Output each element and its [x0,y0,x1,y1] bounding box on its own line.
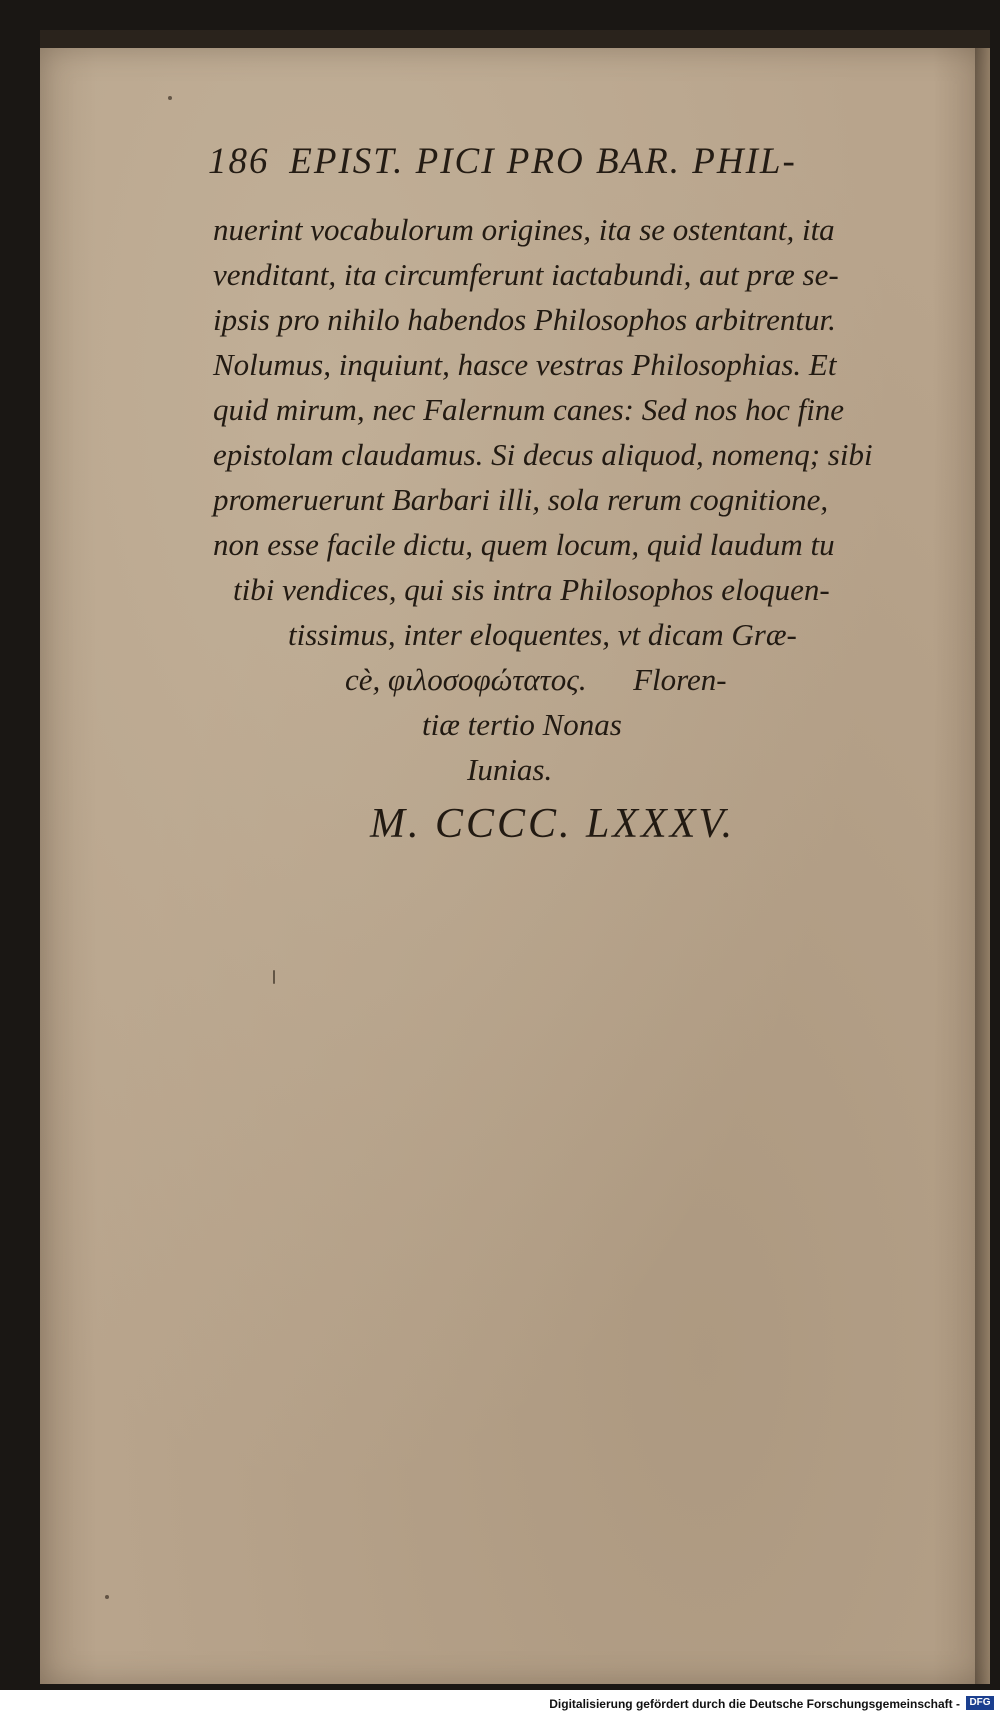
body-line-12: tiæ tertio Nonas [422,707,622,742]
body-line-6: epistolam claudamus. Si decus aliquod, nomenq; sibi [213,437,873,472]
body-line-2: venditant, ita circumferunt iactabundi, aut præ se- [213,257,839,292]
book-top-edge [40,30,990,50]
body-line-8: non esse facile dictu, quem locum, quid laudum tu [213,527,835,562]
body-line-13: Iunias. [467,752,553,787]
date-roman-numerals: M. CCCC. LXXXV. [370,801,736,847]
folio-number: 186 [208,141,270,182]
body-line-1: nuerint vocabulorum origines, ita se ostentant, ita [213,212,835,247]
body-line-4: Nolumus, inquiunt, hasce vestras Philosophias. Et [213,347,837,382]
body-line-5: quid mirum, nec Falernum canes: Sed nos hoc fine [213,392,845,427]
paper-speck [273,970,275,984]
digitization-credit: Digitalisierung gefördert durch die Deutsche Forschungsgemeinschaft - [549,1697,960,1711]
dfg-logo: DFG [966,1696,994,1710]
body-line-9: tibi vendices, qui sis intra Philosophos eloquen- [233,572,830,607]
page-fold-shadow [975,48,990,1684]
body-line-10: tissimus, inter eloquentes, vt dicam Græ- [288,617,797,652]
paper-speck [105,1595,109,1599]
body-line-3: ipsis pro nihilo habendos Philosophos arbitrentur. [213,302,836,337]
paper-speck [168,96,172,100]
running-header [208,140,968,190]
body-line-7: promeruerunt Barbari illi, sola rerum cognitione, [213,482,829,517]
running-head-title: EPIST. PICI PRO BAR. PHIL- [289,141,797,182]
body-line-11: cè, φιλοσοφώτατος. Floren- [345,662,727,697]
